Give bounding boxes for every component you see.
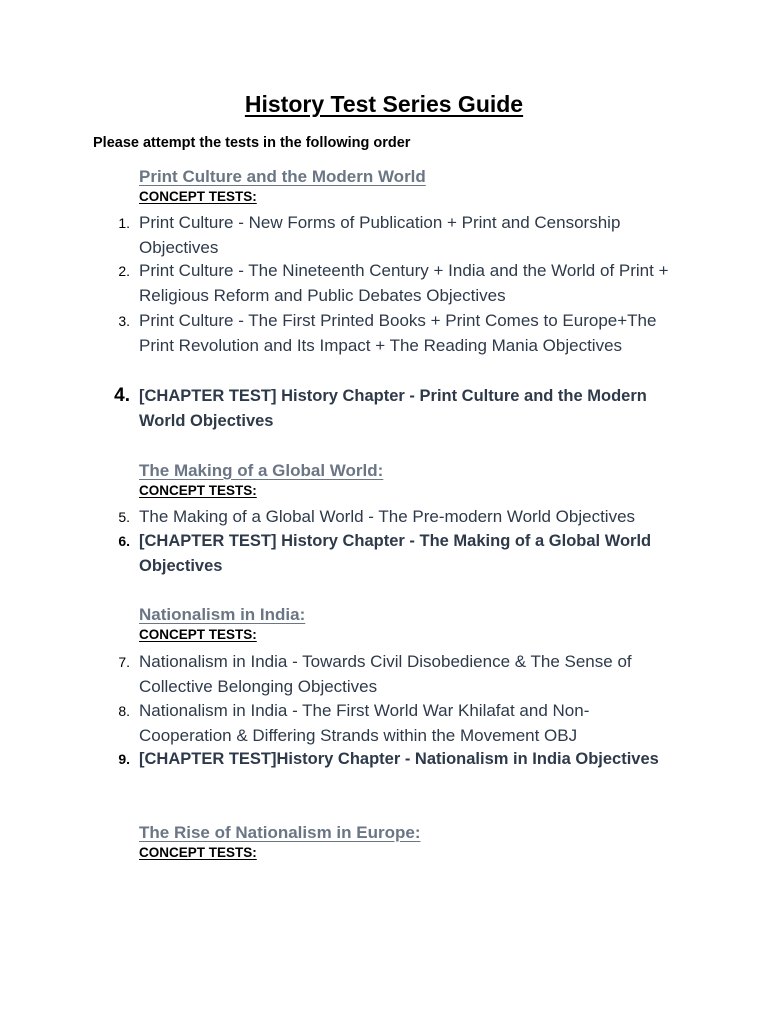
page-title: History Test Series Guide	[244, 91, 524, 117]
concept-tests-label: CONCEPT TESTS:	[139, 189, 257, 204]
item-text: Nationalism in India - The First World War Khilafat and Non-Cooperation & Differing Strands within the Movement OBJ	[139, 701, 590, 745]
item-number: 5.	[118, 509, 130, 525]
item-text: Print Culture - The Nineteenth Century + India and the World of Print + Religious Reform and Public Debates Objectives	[139, 261, 669, 305]
section-heading: Print Culture and the Modern World	[139, 167, 426, 186]
item-text: Nationalism in India - Towards Civil Disobedience & The Sense of Collective Belonging Objectives	[139, 652, 632, 696]
item-text: [CHAPTER TEST] History Chapter - The Making of a Global World Objectives	[139, 532, 652, 575]
intro-text: Please attempt the tests in the following order	[93, 135, 411, 151]
item-text: Print Culture - The First Printed Books + Print Comes to Europe+The Print Revolution and Its Impact + The Reading Mania Objectives	[139, 311, 657, 355]
item-text: [CHAPTER TEST] History Chapter - Print Culture and the Modern World Objectives	[139, 387, 647, 430]
item-number: 6.	[118, 533, 130, 549]
concept-tests-label: CONCEPT TESTS:	[139, 845, 257, 860]
item-number: 7.	[118, 654, 130, 670]
item-text: [CHAPTER TEST]History Chapter - Nationalism in India Objectives	[139, 750, 659, 768]
concept-tests-label: CONCEPT TESTS:	[139, 483, 257, 498]
concept-tests-label: CONCEPT TESTS:	[139, 627, 257, 642]
section-heading: The Rise of Nationalism in Europe:	[139, 823, 421, 842]
item-number: 8.	[118, 703, 130, 719]
item-number: 2.	[118, 263, 130, 279]
item-number: 4.	[114, 385, 130, 406]
item-number: 1.	[118, 215, 130, 231]
item-number: 3.	[118, 313, 130, 329]
item-text: Print Culture - New Forms of Publication + Print and Censorship Objectives	[139, 213, 621, 257]
item-number: 9.	[118, 751, 130, 767]
section-heading: Nationalism in India:	[139, 605, 306, 624]
item-text: The Making of a Global World - The Pre-modern World Objectives	[139, 507, 636, 526]
section-heading: The Making of a Global World:	[139, 461, 384, 480]
